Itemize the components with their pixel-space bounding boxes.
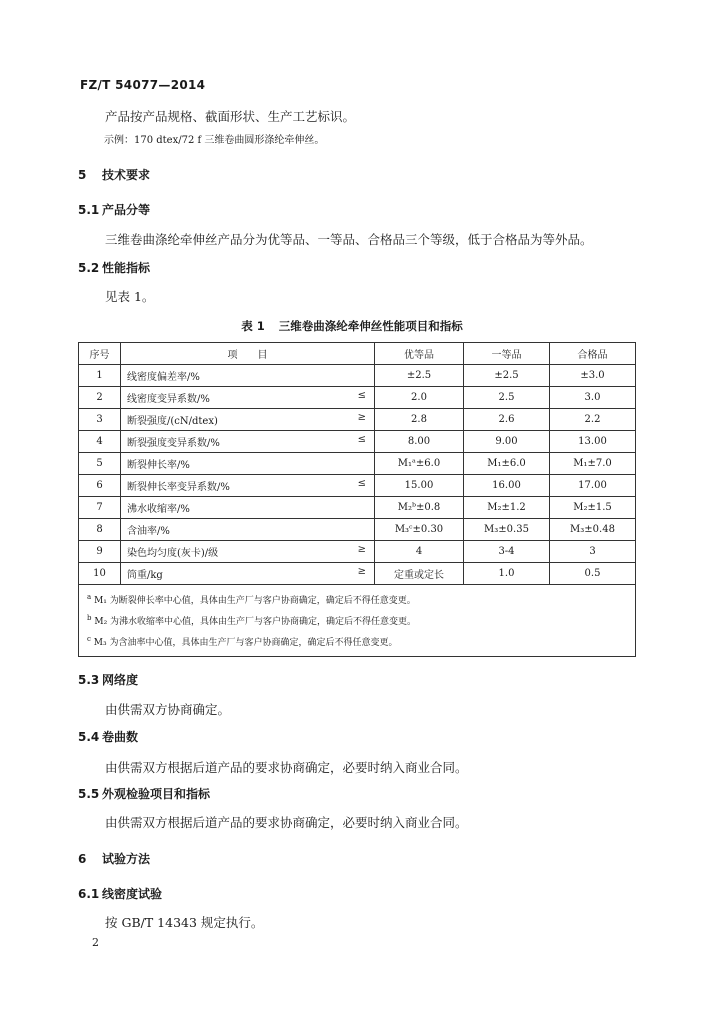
cell-no: 3	[79, 409, 121, 431]
header-grade-premium: 优等品	[375, 343, 464, 365]
cell-grade-first: 2.5	[464, 387, 550, 409]
intro-example: 示例：170 dtex/72 f 三维卷曲圆形涤纶牵伸丝。	[104, 135, 325, 146]
table-row	[79, 475, 636, 497]
cell-item	[121, 409, 375, 431]
cell-grade-qualified: 3.0	[550, 387, 636, 409]
paragraph-5-5: 由供需双方根据后道产品的要求协商确定，必要时纳入商业合同。	[105, 815, 468, 830]
cell-grade-qualified: 0.5	[550, 563, 636, 585]
comparison-symbol: ≥	[357, 566, 366, 577]
table-row	[79, 409, 636, 431]
item-label: 线密度变异系数/%	[127, 394, 210, 405]
heading-title: 网络度	[102, 673, 139, 687]
table-caption-label: 表 1	[241, 319, 265, 333]
table-row	[79, 431, 636, 453]
table-row	[79, 519, 636, 541]
cell-grade-qualified: 13.00	[550, 431, 636, 453]
note-text: M₃ 为含油率中心值，具体由生产厂与客户协商确定，确定后不得任意变更。	[93, 638, 398, 648]
cell-grade-premium: M₁ᵃ±6.0	[375, 453, 464, 475]
cell-grade-first: M₃±0.35	[464, 519, 550, 541]
item-label: 断裂强度/(cN/dtex)	[127, 416, 218, 427]
cell-no: 9	[79, 541, 121, 563]
item-label: 断裂伸长率/%	[127, 460, 190, 471]
item-label: 染色均匀度(灰卡)/级	[127, 548, 219, 559]
heading-title: 卷曲数	[102, 730, 139, 744]
note-mark: c	[87, 635, 91, 643]
cell-item	[121, 387, 375, 409]
cell-grade-qualified: M₂±1.5	[550, 497, 636, 519]
item-label: 筒重/kg	[127, 570, 163, 581]
comparison-symbol: ≤	[357, 434, 366, 445]
header-no: 序号	[79, 343, 121, 365]
cell-grade-premium: ±2.5	[375, 365, 464, 387]
heading-number: 5	[78, 168, 87, 182]
table-row	[79, 365, 636, 387]
cell-item	[121, 431, 375, 453]
heading-number: 6.1	[78, 887, 100, 901]
table-header-row	[79, 343, 636, 365]
heading-title: 试验方法	[102, 852, 151, 866]
cell-no: 7	[79, 497, 121, 519]
heading-number: 5.2	[78, 261, 100, 275]
cell-item	[121, 519, 375, 541]
header-grade-qualified: 合格品	[550, 343, 636, 365]
item-label: 含油率/%	[127, 526, 170, 537]
cell-item	[121, 541, 375, 563]
paragraph-5-3: 由供需双方协商确定。	[105, 702, 231, 717]
cell-grade-qualified: 3	[550, 541, 636, 563]
table-notes-row	[79, 585, 636, 657]
heading-title: 外观检验项目和指标	[102, 787, 211, 801]
heading-number: 5.1	[78, 203, 100, 217]
heading-5	[78, 166, 150, 183]
cell-grade-premium: 2.0	[375, 387, 464, 409]
heading-number: 5.4	[78, 730, 100, 744]
heading-title: 性能指标	[102, 261, 151, 275]
heading-6-1	[78, 885, 162, 902]
cell-grade-first: M₂±1.2	[464, 497, 550, 519]
heading-5-4	[78, 728, 138, 745]
spec-table	[78, 342, 636, 657]
cell-grade-first: 2.6	[464, 409, 550, 431]
item-label: 断裂强度变异系数/%	[127, 438, 220, 449]
cell-no: 4	[79, 431, 121, 453]
table-row	[79, 497, 636, 519]
cell-grade-premium: 4	[375, 541, 464, 563]
cell-grade-first: 9.00	[464, 431, 550, 453]
cell-grade-qualified: 17.00	[550, 475, 636, 497]
cell-grade-first: M₁±6.0	[464, 453, 550, 475]
paragraph-5-2: 见表 1。	[105, 289, 155, 304]
header-item: 项 目	[121, 343, 375, 365]
cell-item	[121, 563, 375, 585]
cell-grade-first: 16.00	[464, 475, 550, 497]
cell-no: 2	[79, 387, 121, 409]
item-label: 断裂伸长率变异系数/%	[127, 482, 230, 493]
table-note	[87, 610, 627, 631]
table-caption-title: 三维卷曲涤纶牵伸丝性能项目和指标	[278, 319, 463, 333]
paragraph-6-1: 按 GB/T 14343 规定执行。	[105, 915, 264, 930]
cell-grade-premium: M₃ᶜ±0.30	[375, 519, 464, 541]
heading-title: 产品分等	[102, 203, 151, 217]
heading-5-5	[78, 785, 210, 802]
cell-no: 1	[79, 365, 121, 387]
heading-6	[78, 850, 150, 867]
comparison-symbol: ≤	[357, 478, 366, 489]
cell-grade-premium: 2.8	[375, 409, 464, 431]
item-label: 沸水收缩率/%	[127, 504, 190, 515]
cell-no: 8	[79, 519, 121, 541]
heading-number: 6	[78, 852, 87, 866]
note-text: M₁ 为断裂伸长率中心值，具体由生产厂与客户协商确定，确定后不得任意变更。	[94, 596, 416, 606]
cell-no: 5	[79, 453, 121, 475]
table-row	[79, 387, 636, 409]
table-caption	[0, 318, 704, 334]
cell-grade-premium: 8.00	[375, 431, 464, 453]
table-row	[79, 541, 636, 563]
cell-item	[121, 453, 375, 475]
table-notes	[79, 585, 636, 657]
table-row	[79, 453, 636, 475]
cell-no: 10	[79, 563, 121, 585]
cell-grade-qualified: M₃±0.48	[550, 519, 636, 541]
cell-grade-premium: 15.00	[375, 475, 464, 497]
cell-grade-first: ±2.5	[464, 365, 550, 387]
heading-title: 线密度试验	[102, 887, 163, 901]
cell-no: 6	[79, 475, 121, 497]
comparison-symbol: ≥	[357, 544, 366, 555]
table-note	[87, 631, 627, 652]
cell-grade-qualified: ±3.0	[550, 365, 636, 387]
intro-line: 产品按产品规格、截面形状、生产工艺标识。	[105, 109, 356, 124]
cell-item	[121, 475, 375, 497]
heading-number: 5.5	[78, 787, 100, 801]
heading-5-3	[78, 671, 138, 688]
paragraph-5-4: 由供需双方根据后道产品的要求协商确定，必要时纳入商业合同。	[105, 760, 468, 775]
table-row	[79, 563, 636, 585]
heading-5-1	[78, 201, 150, 218]
cell-grade-premium: M₂ᵇ±0.8	[375, 497, 464, 519]
heading-title: 技术要求	[102, 168, 151, 182]
header-grade-first: 一等品	[464, 343, 550, 365]
cell-item	[121, 365, 375, 387]
note-text: M₂ 为沸水收缩率中心值，具体由生产厂与客户协商确定，确定后不得任意变更。	[94, 617, 417, 627]
comparison-symbol: ≥	[357, 412, 366, 423]
heading-5-2	[78, 259, 150, 276]
cell-grade-first: 1.0	[464, 563, 550, 585]
cell-grade-first: 3-4	[464, 541, 550, 563]
cell-grade-qualified: 2.2	[550, 409, 636, 431]
cell-grade-qualified: M₁±7.0	[550, 453, 636, 475]
table-note	[87, 589, 627, 610]
cell-item	[121, 497, 375, 519]
page-number: 2	[92, 936, 99, 949]
paragraph-5-1: 三维卷曲涤纶牵伸丝产品分为优等品、一等品、合格品三个等级，低于合格品为等外品。	[105, 232, 593, 247]
heading-number: 5.3	[78, 673, 100, 687]
item-label: 线密度偏差率/%	[127, 372, 200, 383]
comparison-symbol: ≤	[357, 390, 366, 401]
note-mark: a	[87, 593, 92, 601]
cell-grade-premium: 定重或定长	[375, 563, 464, 585]
note-mark: b	[87, 614, 92, 622]
standard-code: FZ/T 54077—2014	[80, 78, 206, 92]
